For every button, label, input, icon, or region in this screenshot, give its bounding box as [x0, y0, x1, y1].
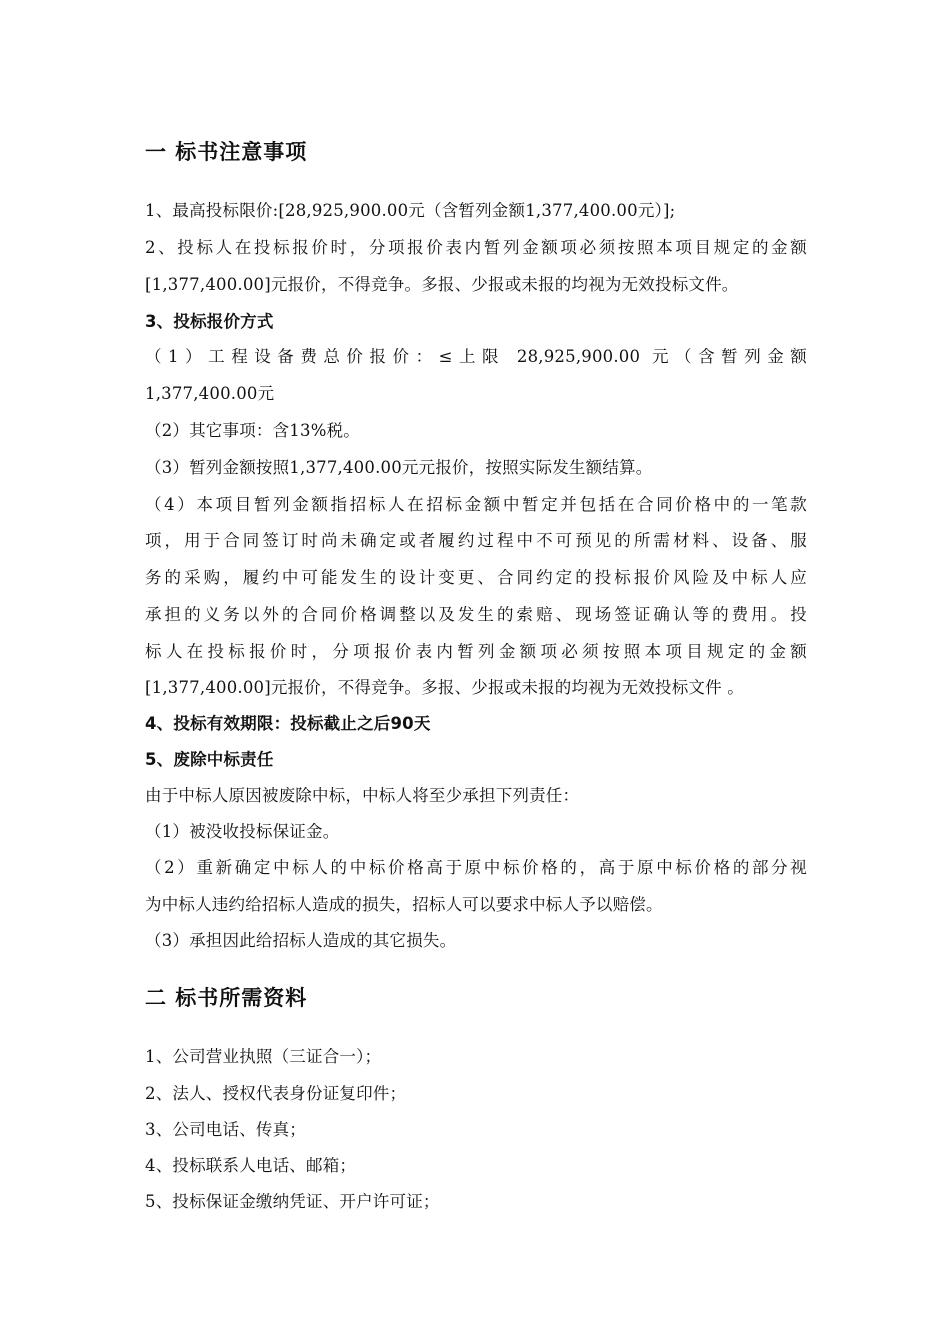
paragraph-line: 1、最高投标限价:[28,925,900.00元（含暂列金额1,377,400.00元）];	[145, 201, 676, 220]
subheading-award-cancellation: 5、废除中标责任	[145, 750, 274, 769]
subheading-bid-pricing-method: 3、投标报价方式	[145, 312, 274, 331]
paragraph-line: （3）承担因此给招标人造成的其它损失。	[145, 931, 457, 950]
subheading-bid-validity: 4、投标有效期限：投标截止之后90天	[145, 714, 431, 733]
paragraph-line: （1）工程设备费总价报价：≤上限 28,925,900.00 元（含暂列金额	[145, 347, 807, 366]
paragraph-line: （2）其它事项：含13%税。	[145, 421, 360, 440]
paragraph-line: 为中标人违约给招标人造成的损失，招标人可以要求中标人予以赔偿。	[145, 895, 663, 914]
paragraph-line: 标人在投标报价时，分项报价表内暂列金额项必须按照本项目规定的金额	[145, 642, 807, 661]
paragraph-line: [1,377,400.00]元报价，不得竞争。多报、少报或未报的均视为无效投标文件。	[145, 275, 739, 294]
paragraph-line: 1,377,400.00元	[145, 384, 275, 403]
paragraph-line: 2、投标人在投标报价时，分项报价表内暂列金额项必须按照本项目规定的金额	[145, 238, 807, 257]
list-item: 3、公司电话、传真；	[145, 1120, 306, 1139]
paragraph-line: 项，用于合同签订时尚未确定或者履约过程中不可预见的所需材料、设备、服	[145, 531, 807, 550]
paragraph-line: 由于中标人原因被废除中标，中标人将至少承担下列责任：	[145, 786, 580, 805]
paragraph-line: 务的采购，履约中可能发生的设计变更、合同约定的投标报价风险及中标人应	[145, 568, 807, 587]
paragraph-line: 承担的义务以外的合同价格调整以及发生的索赔、现场签证确认等的费用。投	[145, 605, 807, 624]
list-item: 1、公司营业执照（三证合一）；	[145, 1047, 382, 1066]
section-2-heading: 二 标书所需资料	[145, 986, 308, 1010]
paragraph-line: （4）本项目暂列金额指招标人在招标金额中暂定并包括在合同价格中的一笔款	[145, 495, 807, 514]
section-1-heading: 一 标书注意事项	[145, 140, 308, 164]
list-item: 2、法人、授权代表身份证复印件；	[145, 1084, 407, 1103]
paragraph-line: （1）被没收投标保证金。	[145, 822, 340, 841]
paragraph-line: （2）重新确定中标人的中标价格高于原中标价格的，高于原中标价格的部分视	[145, 858, 807, 877]
paragraph-line: [1,377,400.00]元报价，不得竞争。多报、少报或未报的均视为无效投标文件 。	[145, 678, 744, 697]
paragraph-line: （3）暂列金额按照1,377,400.00元元报价，按照实际发生额结算。	[145, 458, 653, 477]
list-item: 5、投标保证金缴纳凭证、开户许可证；	[145, 1192, 440, 1211]
list-item: 4、投标联系人电话、邮箱；	[145, 1156, 357, 1175]
